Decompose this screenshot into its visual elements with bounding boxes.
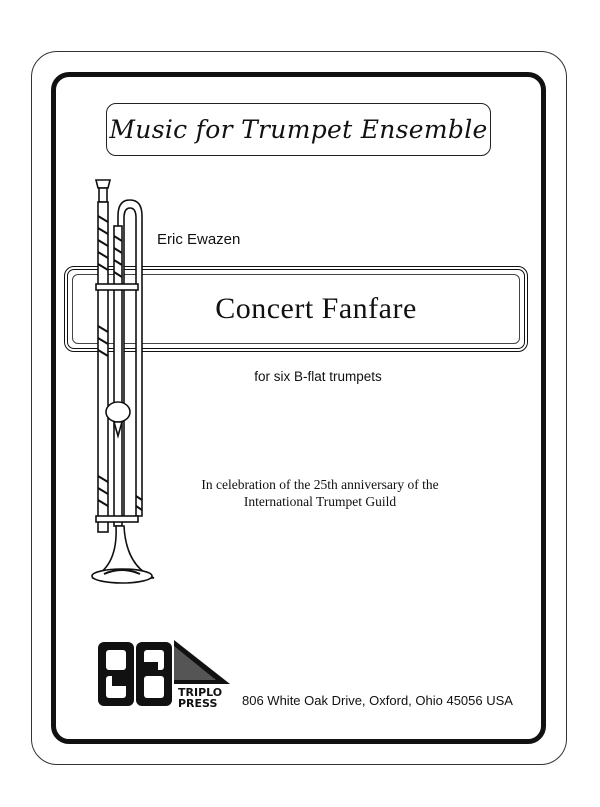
instrumentation: for six B-flat trumpets: [254, 369, 382, 384]
dedication-line-2: International Trumpet Guild: [243, 494, 397, 509]
composer-name: Eric Ewazen: [157, 231, 241, 248]
series-box: [106, 103, 491, 156]
dedication-line-1: In celebration of the 25th anniversary of the: [201, 477, 439, 492]
logo-text-line2: PRESS: [178, 697, 218, 708]
publisher-address: 806 White Oak Drive, Oxford, Ohio 45056 USA: [242, 693, 513, 708]
main-title: Concert Fanfare: [215, 292, 417, 325]
publisher-logo-icon: [98, 640, 234, 708]
logo-text-line1: TRIPLO: [178, 686, 223, 699]
dedication: [120, 476, 520, 510]
series-title: Music for Trumpet Ensemble: [109, 115, 488, 144]
